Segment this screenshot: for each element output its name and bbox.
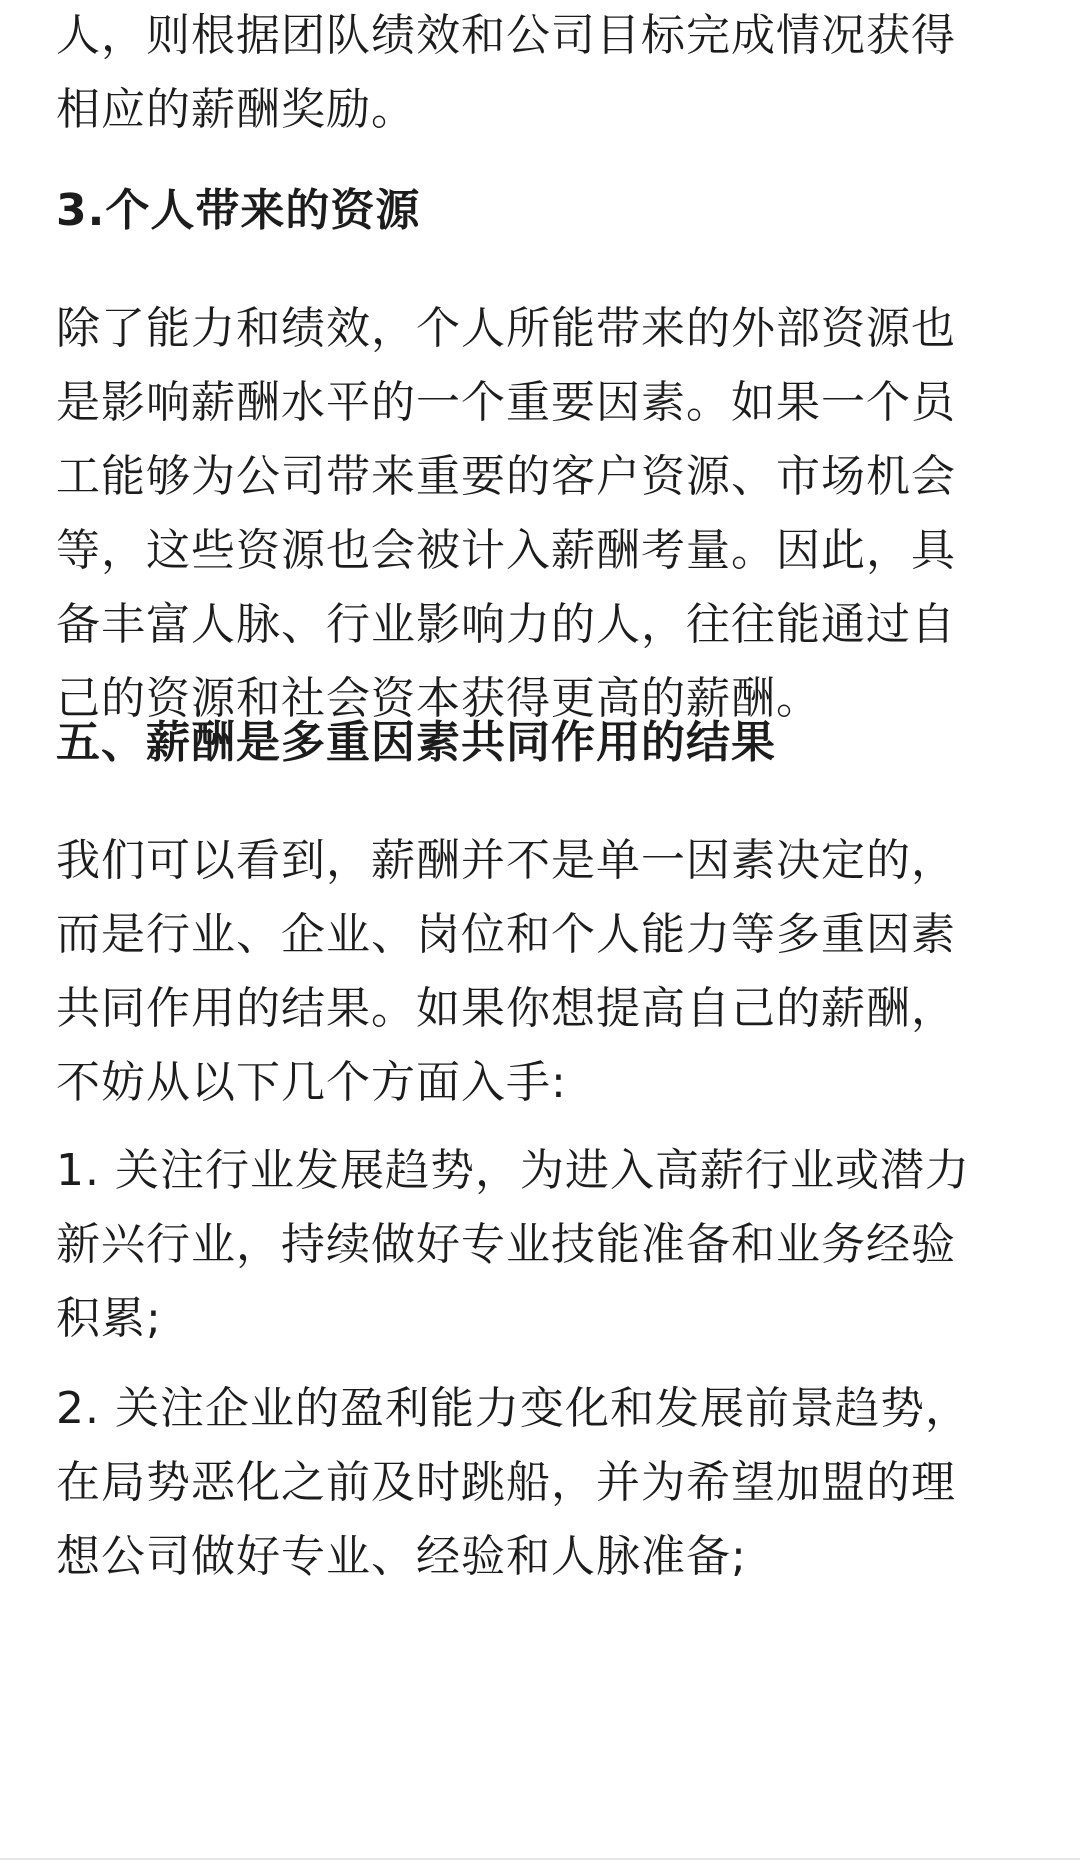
text-line: 等，这些资源也会被计入薪酬考量。因此，具 — [56, 525, 956, 576]
text-line: 相应的薪酬奖励。 — [56, 84, 416, 135]
section-5-paragraph — [56, 824, 1036, 1120]
intro-paragraph — [56, 0, 1036, 147]
text-line: 想公司做好专业、经验和人脉准备; — [56, 1531, 747, 1582]
text-line: 我们可以看到，薪酬并不是单一因素决定的， — [56, 835, 956, 886]
text-line: 共同作用的结果。如果你想提高自己的薪酬， — [56, 983, 956, 1034]
text-line: 在局势恶化之前及时跳船，并为希望加盟的理 — [56, 1457, 956, 1508]
article-body — [56, 0, 1036, 1865]
text-line: 而是行业、企业、岗位和个人能力等多重因素 — [56, 909, 956, 960]
text-line: 不妨从以下几个方面入手: — [56, 1057, 567, 1108]
section-heading-3: 3.个人带来的资源 — [56, 185, 421, 236]
list-item-1 — [56, 1134, 1036, 1356]
text-line: 积累; — [56, 1293, 162, 1344]
text-line: 备丰富人脉、行业影响力的人，往往能通过自 — [56, 599, 956, 650]
section-heading-5: 五、薪酬是多重因素共同作用的结果 — [56, 717, 776, 768]
bottom-divider — [0, 1858, 1080, 1860]
list-item-2 — [56, 1372, 1036, 1594]
text-line: 除了能力和绩效，个人所能带来的外部资源也 — [56, 303, 956, 354]
text-line: 人，则根据团队绩效和公司目标完成情况获得 — [56, 10, 956, 61]
section-3-paragraph — [56, 292, 1036, 736]
text-line: 是影响薪酬水平的一个重要因素。如果一个员 — [56, 377, 956, 428]
text-line: 己的资源和社会资本获得更高的薪酬。 — [56, 673, 821, 724]
text-line: 工能够为公司带来重要的客户资源、市场机会 — [56, 451, 956, 502]
text-line: 2. 关注企业的盈利能力变化和发展前景趋势， — [56, 1383, 970, 1434]
text-line: 1. 关注行业发展趋势，为进入高薪行业或潜力 — [56, 1145, 970, 1196]
text-line: 新兴行业，持续做好专业技能准备和业务经验 — [56, 1219, 956, 1270]
